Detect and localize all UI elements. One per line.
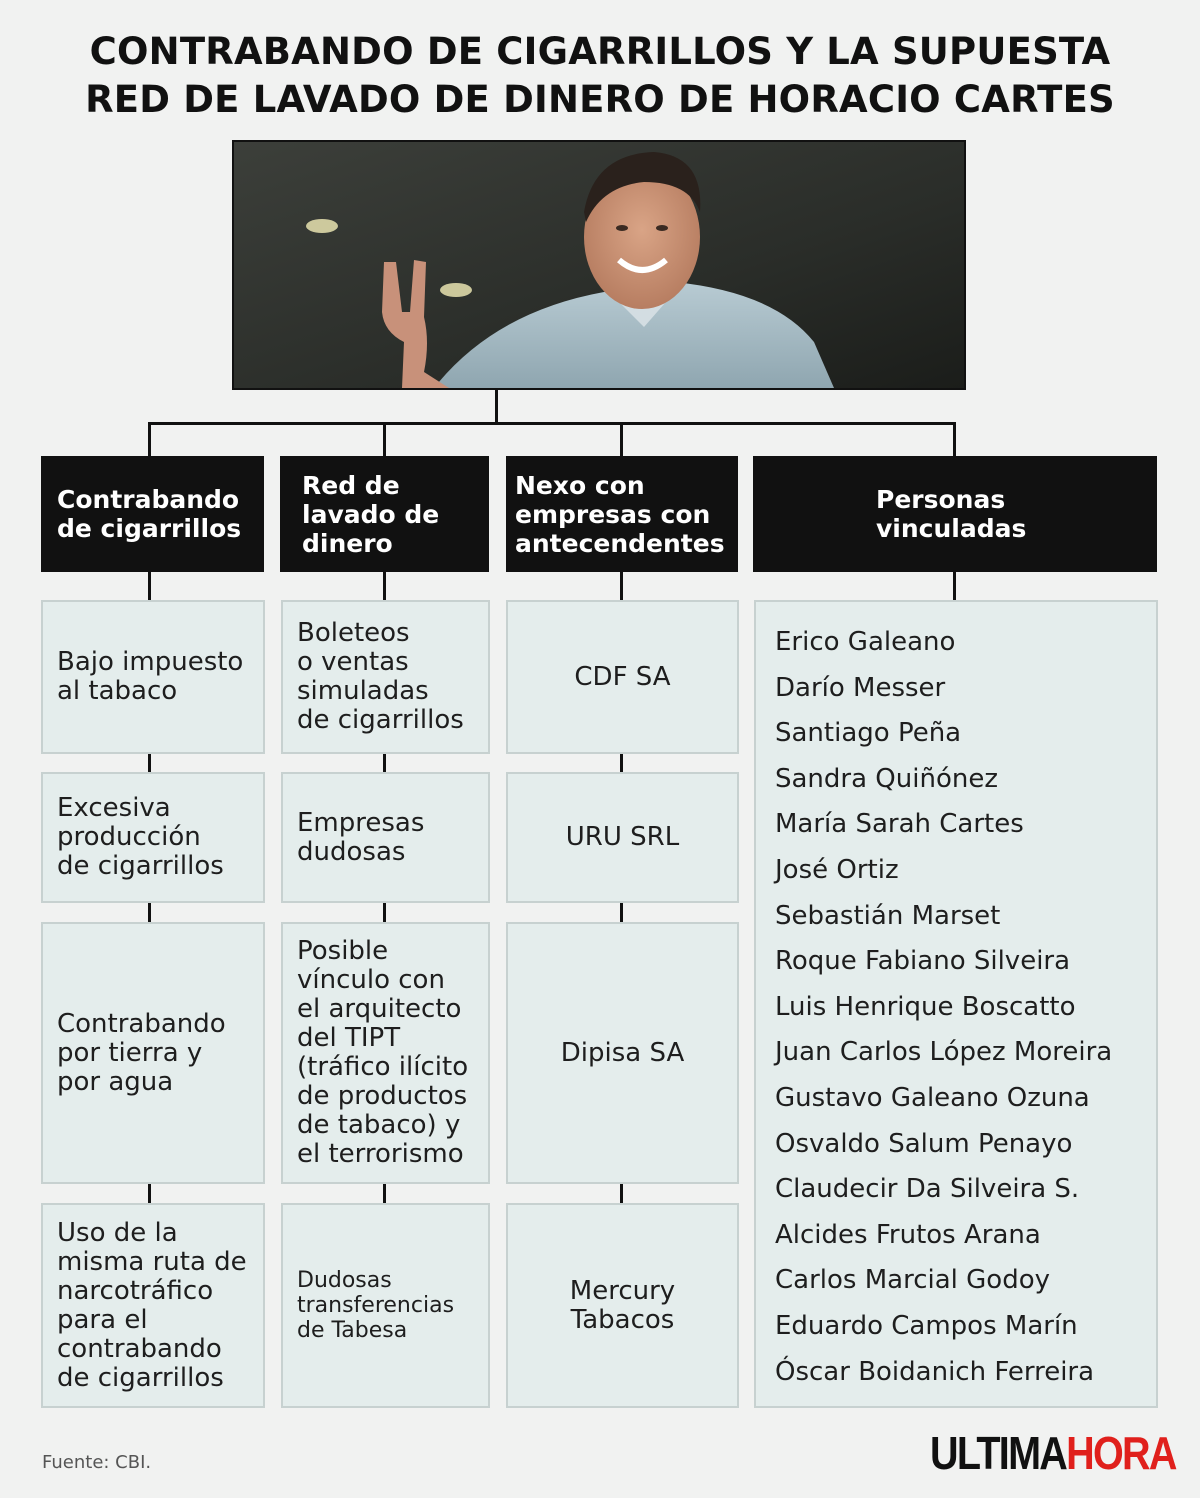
box-transferencias-tabesa [281,1203,490,1408]
header-nexo-empresas-label: Nexo con empresas con antecendentes [515,470,725,558]
header-contrabando [41,456,264,572]
connector-drop-4 [953,422,956,456]
box-dipisa-sa [506,922,739,1184]
ultimahora-logo [930,1427,1176,1479]
box-text: Contrabando por tierra y por agua [57,1008,226,1097]
list-item: Óscar Boidanich Ferreira [775,1356,1095,1387]
connector-drop-3 [620,422,623,456]
list-item: Alcides Frutos Arana [775,1219,1041,1250]
connector-col1-a [148,572,151,600]
box-boleteos [281,600,490,754]
logo-part-1: ULTIMA [930,1427,1067,1479]
box-text: Boleteos o ventas simuladas de cigarrillos [297,618,464,735]
connector-col3-b [620,754,623,772]
box-text: Bajo impuesto al tabaco [57,647,244,706]
box-text: Posible vínculo con el arquitecto del TIPT (tráfico ilícito de productos de tabaco) y el terrorismo [297,936,469,1169]
connector-col3-d [620,1184,623,1203]
page-title [0,28,1200,124]
connector-drop-2 [383,422,386,456]
header-red-lavado-label: Red de lavado de dinero [302,470,440,558]
header-personas-label: Personas vinculadas [876,485,1027,543]
list-item: Erico Galeano [775,627,956,657]
list-item: José Ortiz [775,854,899,885]
box-cdf-sa [506,600,739,754]
connector-col2-a [383,572,386,600]
connector-drop-1 [148,422,151,456]
header-nexo-empresas [506,456,738,572]
connector-col3-a [620,572,623,600]
title-line-1: CONTRABANDO DE CIGARRILLOS Y LA SUPUESTA [89,30,1111,73]
header-contrabando-label: Contrabando de cigarrillos [57,485,242,543]
connector-col3-c [620,903,623,922]
list-item: Osvaldo Salum Penayo [775,1128,1073,1159]
list-item: Gustavo Galeano Ozuna [775,1082,1090,1113]
list-item: Darío Messer [775,672,946,703]
title-line-2: RED DE LAVADO DE DINERO DE HORACIO CARTES [85,78,1115,121]
connector-col2-c [383,903,386,922]
box-contrabando-tierra-agua [41,922,265,1184]
connector-col2-d [383,1184,386,1203]
box-vinculo-tipt [281,922,490,1184]
list-item: Santiago Peña [775,718,962,749]
box-excesiva-produccion [41,772,265,903]
box-text: Mercury Tabacos [569,1275,676,1335]
logo-part-2: HORA [1066,1427,1176,1479]
box-mercury-tabacos [506,1203,739,1408]
connector-trunk [495,390,498,424]
box-text: CDF SA [574,661,671,692]
box-text: Uso de la misma ruta de narcotráfico para el contrabando de cigarrillos [57,1217,247,1393]
people-list [754,600,1158,1408]
list-item: Juan Carlos López Moreira [775,1037,1113,1068]
connector-col2-b [383,754,386,772]
connector-col1-c [148,903,151,922]
box-text: Empresas dudosas [297,807,425,867]
header-red-lavado [280,456,489,572]
source-note: Fuente: CBI. [42,1452,152,1473]
list-item: Roque Fabiano Silveira [775,946,1071,977]
list-item: Claudecir Da Silveira S. [775,1174,1080,1205]
box-text: URU SRL [565,822,680,852]
connector-horizontal [148,422,956,425]
box-uru-srl [506,772,739,903]
list-item: Sandra Quiñónez [775,763,998,794]
box-text: Excesiva producción de cigarrillos [57,793,224,881]
box-ruta-narcotrafico [41,1203,265,1408]
box-empresas-dudosas [281,772,490,903]
list-item: Luis Henrique Boscatto [775,991,1076,1022]
list-item: Carlos Marcial Godoy [775,1265,1050,1296]
list-item: María Sarah Cartes [775,809,1024,840]
box-bajo-impuesto [41,600,265,754]
box-text: Dipisa SA [560,1037,685,1068]
connector-col1-d [148,1184,151,1203]
header-personas [753,456,1157,572]
list-item: Eduardo Campos Marín [775,1310,1078,1341]
connector-col1-b [148,754,151,772]
portrait-photo [232,140,966,390]
box-text: Dudosas transferencias de Tabesa [297,1268,455,1343]
connector-col4-a [953,572,956,600]
list-item: Sebastián Marset [775,900,1001,931]
